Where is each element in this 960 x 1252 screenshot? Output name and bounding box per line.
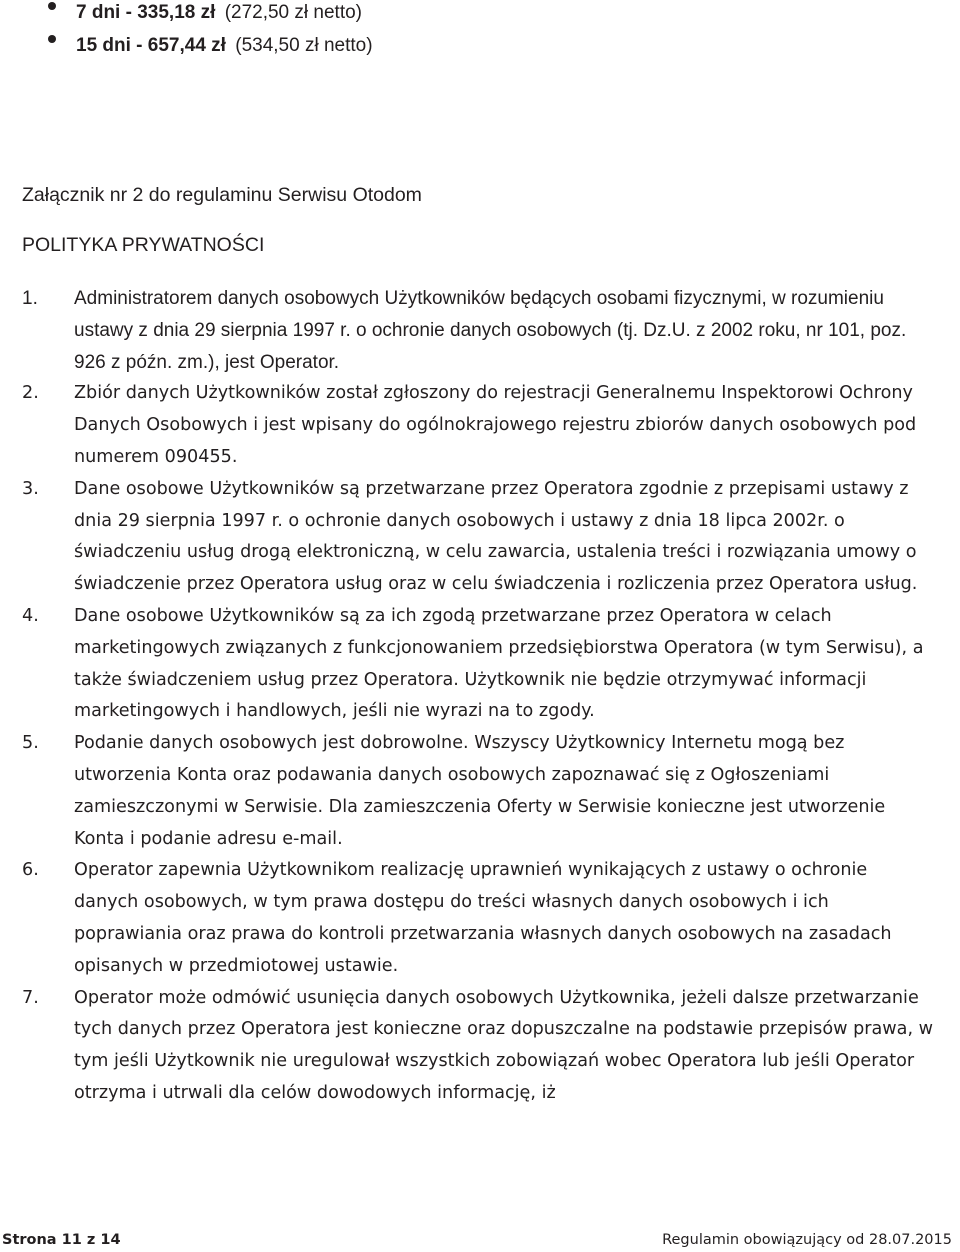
item-text: Dane osobowe Użytkowników są przetwarzane przez Operatora zgodnie z przepisami ustawy z dnia 29 sierpnia 1997 r. o ochronie danych osobowych i ustawy z dnia 18 lipca 2002r. o świadczeniu usług drogą elektroniczną, w celu zawarcia, ustalenia treści i rozwiązania umowy o świadczenie przez Operatora usług oraz w celu świadczenia i rozliczenia przez Operatora usług. xyxy=(74,478,918,595)
pricing-net: (272,50 zł netto) xyxy=(224,2,362,23)
pricing-item xyxy=(48,0,373,29)
item-number: 4. xyxy=(22,605,39,626)
list-item xyxy=(22,378,934,473)
item-number: 5. xyxy=(22,733,39,754)
list-item xyxy=(22,855,934,982)
pricing-list xyxy=(48,0,373,62)
item-text: Podanie danych osobowych jest dobrowolne. Wszyscy Użytkownicy Internetu mogą bez utworzenia Konta oraz podawania danych osobowych zapoznawać się z Ogłoszeniami zamieszczonymi w Serwisie. Dla zamieszczenia Oferty w Serwisie konieczne jest utworzenie Konta i podanie adresu e-mail. xyxy=(74,733,886,849)
item-text: Operator może odmówić usunięcia danych osobowych Użytkownika, jeżeli dalsze przetwarzanie tych danych przez Operatora jest konieczne oraz dopuszczalne na podstawie przepisów prawa, w tym jeśli Użytkownik nie uregulował wszystkich zobowiązań wobec Operatora lub jeśli Operator otrzyma i utrwali dla celów dowodowych informację, iż xyxy=(74,987,934,1103)
item-number: 7. xyxy=(22,987,39,1008)
item-number: 6. xyxy=(22,860,39,881)
item-text: Dane osobowe Użytkowników są za ich zgodą przetwarzane przez Operatora w celach marketingowych związanych z funkcjonowaniem przedsiębiorstwa Operatora (w tym Serwisu), a także świadczeniem usług przez Operatora. Użytkownik nie będzie otrzymywać informacji marketingowych i handlowych, jeśli nie wyrazi na to zgody. xyxy=(74,605,924,722)
bullet-icon xyxy=(48,35,56,43)
item-number: 1. xyxy=(22,288,38,309)
bullet-icon xyxy=(48,2,56,10)
policy-list xyxy=(22,283,934,1110)
list-item xyxy=(22,601,934,728)
pricing-label: 15 dni - 657,44 zł xyxy=(76,35,226,56)
pricing-item xyxy=(48,29,373,62)
list-item xyxy=(22,283,934,378)
item-text: Zbiór danych Użytkowników został zgłoszony do rejestracji Generalnemu Inspektorowi Ochrony Danych Osobowych i jest wpisany do ogólnokrajowego rejestru zbiorów danych osobowych pod numerem 090455. xyxy=(74,383,917,467)
list-item xyxy=(22,474,934,601)
page-footer xyxy=(0,1232,960,1252)
validity-date: Regulamin obowiązujący od 28.07.2015 xyxy=(662,1232,952,1248)
annex-title: Załącznik nr 2 do regulaminu Serwisu Otodom xyxy=(22,184,422,206)
item-number: 2. xyxy=(22,383,39,404)
item-text: Administratorem danych osobowych Użytkowników będących osobami fizycznymi, w rozumieniu ustawy z dnia 29 sierpnia 1997 r. o ochronie danych osobowych (tj. Dz.U. z 2002 roku, nr 101, poz. 926 z późn. zm.), jest Operator. xyxy=(74,288,907,373)
item-number: 3. xyxy=(22,478,39,499)
list-item xyxy=(22,728,934,855)
pricing-net: (534,50 zł netto) xyxy=(235,35,373,56)
pricing-label: 7 dni - 335,18 zł xyxy=(76,2,216,23)
policy-title: POLITYKA PRYWATNOŚCI xyxy=(22,234,265,256)
item-text: Operator zapewnia Użytkownikom realizację uprawnień wynikających z ustawy o ochronie danych osobowych, w tym prawa dostępu do treści własnych danych osobowych i ich poprawiania oraz prawa do kontroli przetwarzania własnych danych osobowych na zasadach opisanych w przedmiotowej ustawie. xyxy=(74,860,892,976)
page-number: Strona 11 z 14 xyxy=(2,1232,121,1248)
list-item xyxy=(22,983,934,1110)
